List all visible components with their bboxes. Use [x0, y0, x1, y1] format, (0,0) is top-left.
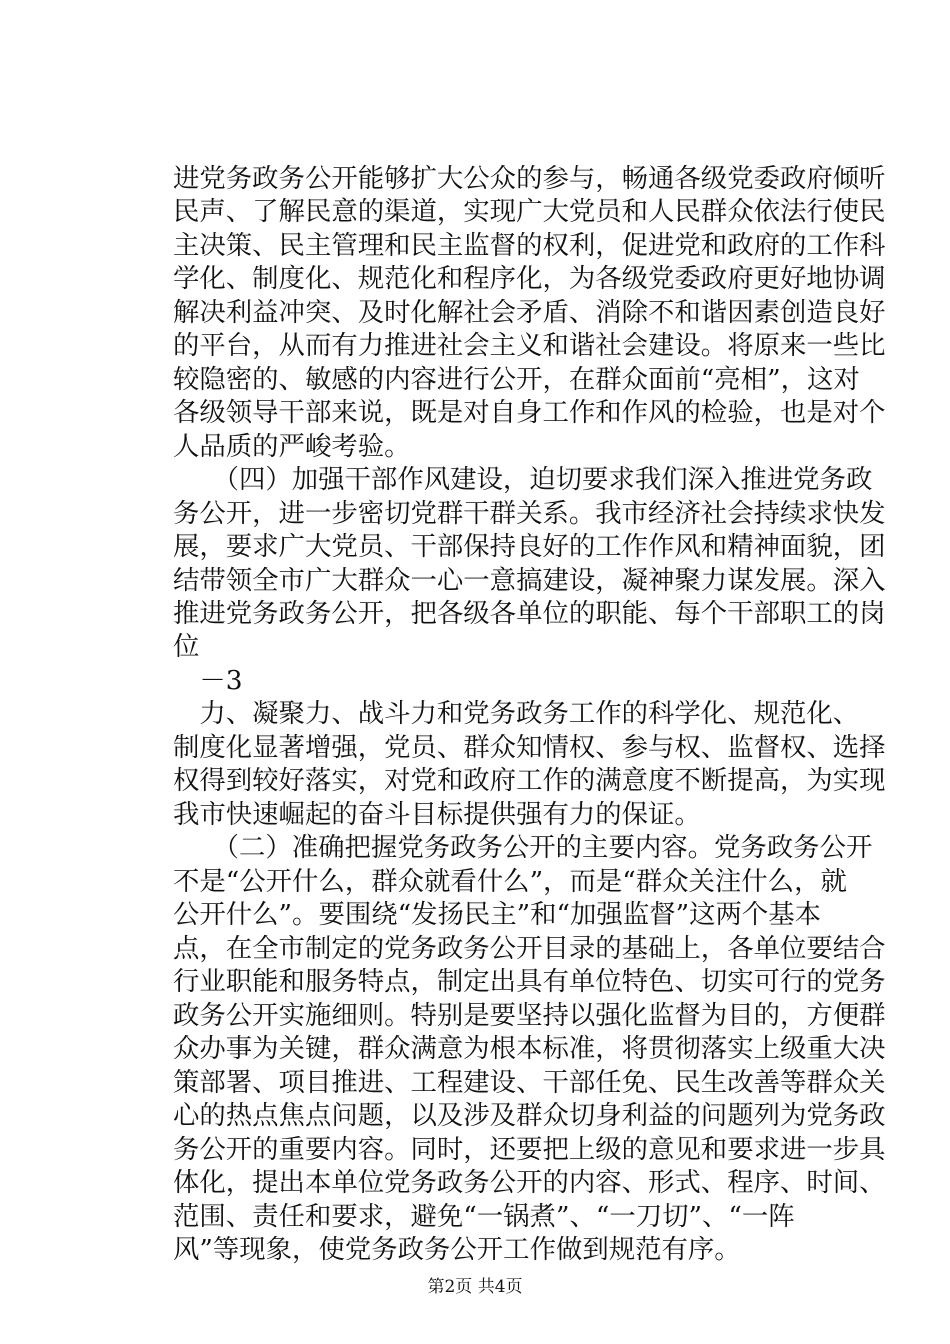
- body-text-line: 人品质的严峻考验。: [173, 431, 411, 462]
- body-text-line: 制度化显著增强，党员、群众知情权、参与权、监督权、选择: [173, 732, 886, 763]
- body-text-line: 学化、制度化、规范化和程序化，为各级党委政府更好地协调: [173, 263, 886, 294]
- body-text-line: 展，要求广大党员、干部保持良好的工作作风和精神面貌，团: [173, 531, 886, 562]
- body-text-line: 风”等现象，使党务政务公开工作做到规范有序。: [173, 1234, 741, 1265]
- body-text-line: 行业职能和服务特点，制定出具有单位特色、切实可行的党务: [173, 966, 886, 997]
- body-text-line: 结带领全市广大群众一心一意搞建设，凝神聚力谋发展。深入: [173, 565, 886, 596]
- body-text-line: 较隐密的、敏感的内容进行公开，在群众面前“亮相”，这对: [173, 364, 860, 395]
- body-text-line: 不是“公开什么，群众就看什么”，而是“群众关注什么，就: [173, 866, 847, 897]
- body-text-line: 务公开，进一步密切党群干群关系。我市经济社会持续求快发: [173, 498, 886, 529]
- body-text-line: 我市快速崛起的奋斗目标提供强有力的保证。: [173, 799, 701, 830]
- body-text-line: 众办事为关键，群众满意为根本标准，将贯彻落实上级重大决: [173, 1033, 886, 1064]
- body-text-line: 政务公开实施细则。特别是要坚持以强化监督为目的，方便群: [173, 1000, 886, 1031]
- paragraph-start-line: （二）准确把握党务政务公开的主要内容。党务政务公开: [173, 832, 873, 863]
- body-text-line: 体化，提出本单位党务政务公开的内容、形式、程序、时间、: [173, 1167, 886, 1198]
- body-text-line: 推进党务政务公开，把各级各单位的职能、每个干部职工的岗: [173, 598, 886, 629]
- body-text-line: 解决利益冲突、及时化解社会矛盾、消除不和谐因素创造良好: [173, 297, 886, 328]
- body-text-line: 策部署、项目推进、工程建设、干部任免、民生改善等群众关: [173, 1067, 886, 1098]
- body-text-line: 公开什么”。要围绕“发扬民主”和“加强监督”这两个基本: [173, 899, 822, 930]
- body-text-line: 各级领导干部来说，既是对自身工作和作风的检验，也是对个: [173, 397, 886, 428]
- body-text-line: 心的热点焦点问题，以及涉及群众切身利益的问题列为党务政: [173, 1100, 886, 1131]
- body-text-line: 民声、了解民意的渠道，实现广大党员和人民群众依法行使民: [173, 196, 886, 227]
- body-text-line: 范围、责任和要求，避免“一锅煮”、“一刀切”、“一阵: [173, 1201, 795, 1232]
- body-text-line: 点，在全市制定的党务政务公开目录的基础上，各单位要结合: [173, 933, 886, 964]
- paragraph-start-line: （四）加强干部作风建设，迫切要求我们深入推进党务政: [173, 464, 873, 495]
- body-text-line: 的平台，从而有力推进社会主义和谐社会建设。将原来一些比: [173, 330, 886, 361]
- body-text-line: 力、凝聚力、战斗力和党务政务工作的科学化、规范化、: [173, 698, 860, 729]
- page-footer: 第2页 共4页: [427, 1277, 523, 1297]
- body-text-line: 位: [173, 631, 200, 662]
- page-marker-line: －3: [173, 665, 243, 696]
- body-text-line: 进党务政务公开能够扩大公众的参与，畅通各级党委政府倾听: [173, 163, 886, 194]
- body-text-line: 权得到较好落实，对党和政府工作的满意度不断提高，为实现: [173, 765, 886, 796]
- body-text-line: 主决策、民主管理和民主监督的权利，促进党和政府的工作科: [173, 230, 886, 261]
- body-text-line: 务公开的重要内容。同时，还要把上级的意见和要求进一步具: [173, 1134, 886, 1165]
